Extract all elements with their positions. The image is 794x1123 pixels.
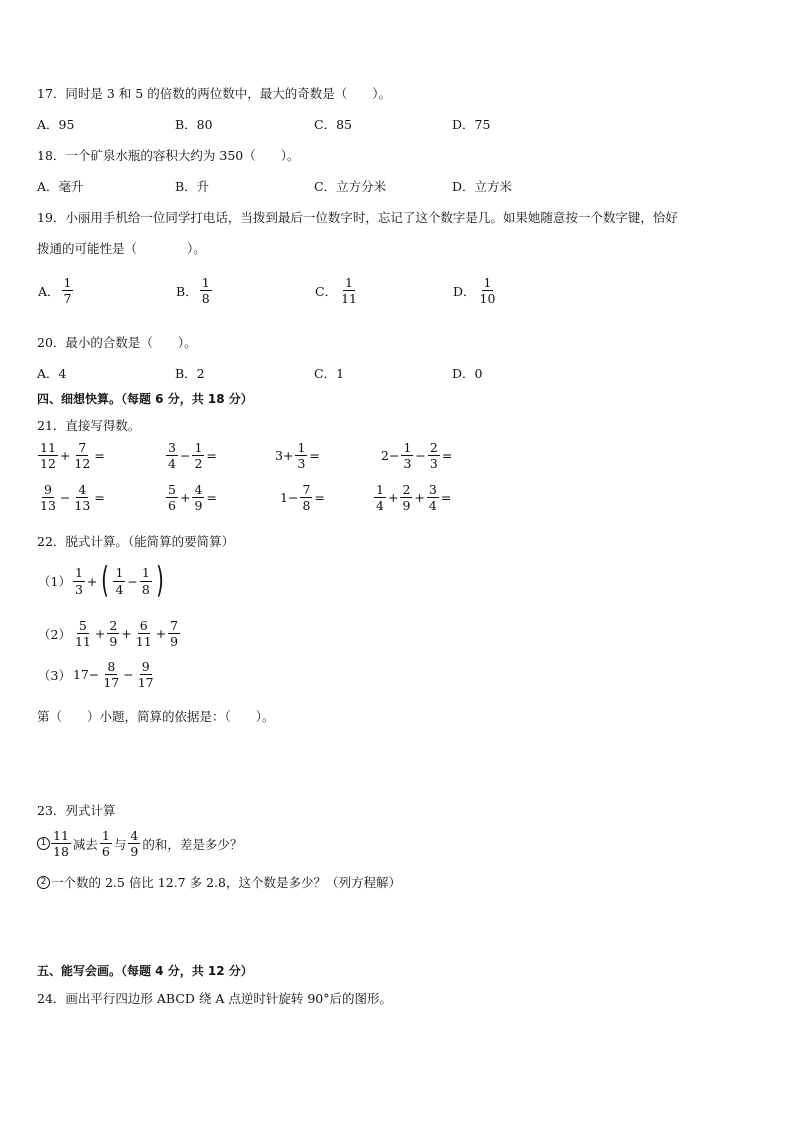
- q23-part-1: 1 $\frac{11}{18}$ 减去 $\frac{1}{6}$ 与 $\frac{4}{9}$ 的和，差是多少？: [37, 829, 243, 858]
- fraction: $\frac{4}{9}$: [194, 482, 203, 514]
- q17-option-a: A．95: [37, 117, 75, 132]
- fraction: $\frac{1}{3}$: [297, 440, 306, 472]
- q23-stem: 23．列式计算: [37, 803, 116, 818]
- fraction: $\frac{9}{13}$: [40, 482, 56, 514]
- fraction: $\frac{1}{8}$: [201, 275, 210, 307]
- fraction: $\frac{11}{18}$: [53, 828, 69, 860]
- option-letter: B．: [176, 283, 198, 299]
- q19-stem-line1: 19．小丽用手机给一位同学打电话，当拨到最后一位数字时，忘记了这个数字是几。如果她随意按一个数字键，恰好: [37, 210, 678, 225]
- fraction: $\frac{5}{11}$: [74, 618, 91, 650]
- fraction: $\frac{1}{6}$: [101, 828, 110, 860]
- q18-option-b: B．升: [175, 179, 210, 194]
- q18-option-c: C．立方分米: [314, 179, 387, 194]
- q17-option-b: B．80: [175, 117, 213, 132]
- q23-part-2: 2 一个数的 2.5 倍比 12.7 多 2.8，这个数是多少？（列方程解）: [37, 873, 402, 891]
- fraction: $\frac{1}{11}$: [341, 275, 357, 307]
- q22-expr-3: （3） 17− $\frac{8}{17}$ − $\frac{9}{17}$: [38, 659, 154, 691]
- fraction: $\frac{7}{12}$: [74, 440, 91, 472]
- section-4-heading: 四、细想快算。（每题 6 分，共 18 分）: [37, 392, 253, 406]
- q21-expr-r2c2: $\frac{5}{6}$ + $\frac{4}{9}$ =: [168, 482, 217, 514]
- q24-stem: 24．画出平行四边形 ABCD 绕 A 点逆时针旋转 90°后的图形。: [37, 991, 392, 1006]
- q18-option-a: A．毫升: [37, 179, 84, 194]
- q17-stem: 17．同时是 3 和 5 的倍数的两位数中，最大的奇数是（ ）。: [37, 86, 391, 101]
- q19-option-c: [314, 276, 360, 305]
- fraction: $\frac{2}{9}$: [109, 618, 118, 650]
- q19-option-a: [37, 276, 74, 305]
- fraction: $\frac{3}{4}$: [428, 482, 437, 514]
- q22-expr-1: （1） $\frac{1}{3}$ + ( $\frac{1}{4}$ − $\frac{1}{8}$ ): [38, 560, 164, 601]
- section-5-heading: 五、能写会画。（每题 4 分，共 12 分）: [37, 964, 253, 978]
- q21-expr-r2c3: 1− $\frac{7}{8}$ =: [280, 482, 325, 514]
- q21-expr-r1c3: 3+ $\frac{1}{3}$ =: [275, 440, 320, 472]
- fraction: $\frac{4}{9}$: [130, 828, 139, 860]
- fraction: $\frac{9}{17}$: [137, 659, 154, 691]
- option-letter: C．: [315, 283, 338, 299]
- q22-note: 第（ ）小题，简算的依据是：（ ）。: [37, 709, 275, 724]
- fraction: $\frac{1}{10}$: [479, 275, 496, 307]
- q17-option-d: D．75: [452, 117, 491, 132]
- fraction: $\frac{2}{3}$: [429, 440, 438, 472]
- fraction: $\frac{7}{8}$: [302, 482, 311, 514]
- q19-option-d: [452, 276, 498, 305]
- q22-expr-2: （2） $\frac{5}{11}$ + $\frac{2}{9}$ + $\frac{6}{11}$ + $\frac{7}{9}$: [38, 618, 179, 650]
- fraction: $\frac{1}{4}$: [115, 565, 124, 597]
- fraction: $\frac{1}{2}$: [194, 440, 203, 472]
- q20-option-c: C．1: [314, 366, 345, 381]
- fraction: $\frac{8}{17}$: [103, 659, 120, 691]
- option-letter: A．: [38, 283, 60, 299]
- q21-expr-r2c1: $\frac{9}{13}$ − $\frac{4}{13}$ =: [40, 482, 105, 514]
- fraction: $\frac{1}{4}$: [376, 482, 384, 514]
- q21-stem: 21．直接写得数。: [37, 418, 141, 433]
- fraction: $\frac{1}{7}$: [63, 275, 72, 307]
- fraction: $\frac{1}{3}$: [74, 565, 83, 597]
- q20-option-a: A．4: [37, 366, 67, 381]
- fraction: $\frac{1}{3}$: [403, 440, 412, 472]
- q21-expr-r2c4: $\frac{1}{4}$ + $\frac{2}{9}$ + $\frac{3}{4}$ =: [376, 482, 452, 514]
- q20-stem: 20．最小的合数是（ ）。: [37, 335, 197, 350]
- q18-option-d: D．立方米: [452, 179, 513, 194]
- q20-option-b: B．2: [175, 366, 205, 381]
- fraction: $\frac{7}{9}$: [170, 618, 179, 650]
- q19-option-b: [175, 276, 213, 305]
- circled-number-1: 1: [37, 837, 50, 850]
- q21-expr-r1c1: $\frac{11}{12}$ + $\frac{7}{12}$ =: [40, 440, 105, 472]
- q18-stem: 18．一个矿泉水瓶的容积大约为 350（ ）。: [37, 148, 300, 163]
- q21-expr-r1c2: $\frac{3}{4}$ − $\frac{1}{2}$ =: [168, 440, 217, 472]
- right-paren: ): [155, 560, 164, 601]
- q22-stem: 22．脱式计算。（能简算的要简算）: [37, 534, 235, 549]
- q19-stem-line2: 拨通的可能性是（ ）。: [37, 241, 206, 256]
- q20-option-d: D．0: [452, 366, 483, 381]
- q21-expr-r1c4: 2− $\frac{1}{3}$ − $\frac{2}{3}$ =: [381, 440, 453, 472]
- fraction: $\frac{2}{9}$: [402, 482, 411, 514]
- fraction: $\frac{4}{13}$: [74, 482, 91, 514]
- fraction: $\frac{3}{4}$: [168, 440, 176, 472]
- circled-number-2: 2: [37, 876, 50, 889]
- q17-option-c: C．85: [314, 117, 352, 132]
- fraction: $\frac{5}{6}$: [168, 482, 176, 514]
- fraction: $\frac{1}{8}$: [141, 565, 150, 597]
- fraction: $\frac{11}{12}$: [40, 440, 56, 472]
- option-letter: D．: [453, 283, 476, 299]
- left-paren: (: [101, 560, 110, 601]
- fraction: $\frac{6}{11}$: [135, 618, 152, 650]
